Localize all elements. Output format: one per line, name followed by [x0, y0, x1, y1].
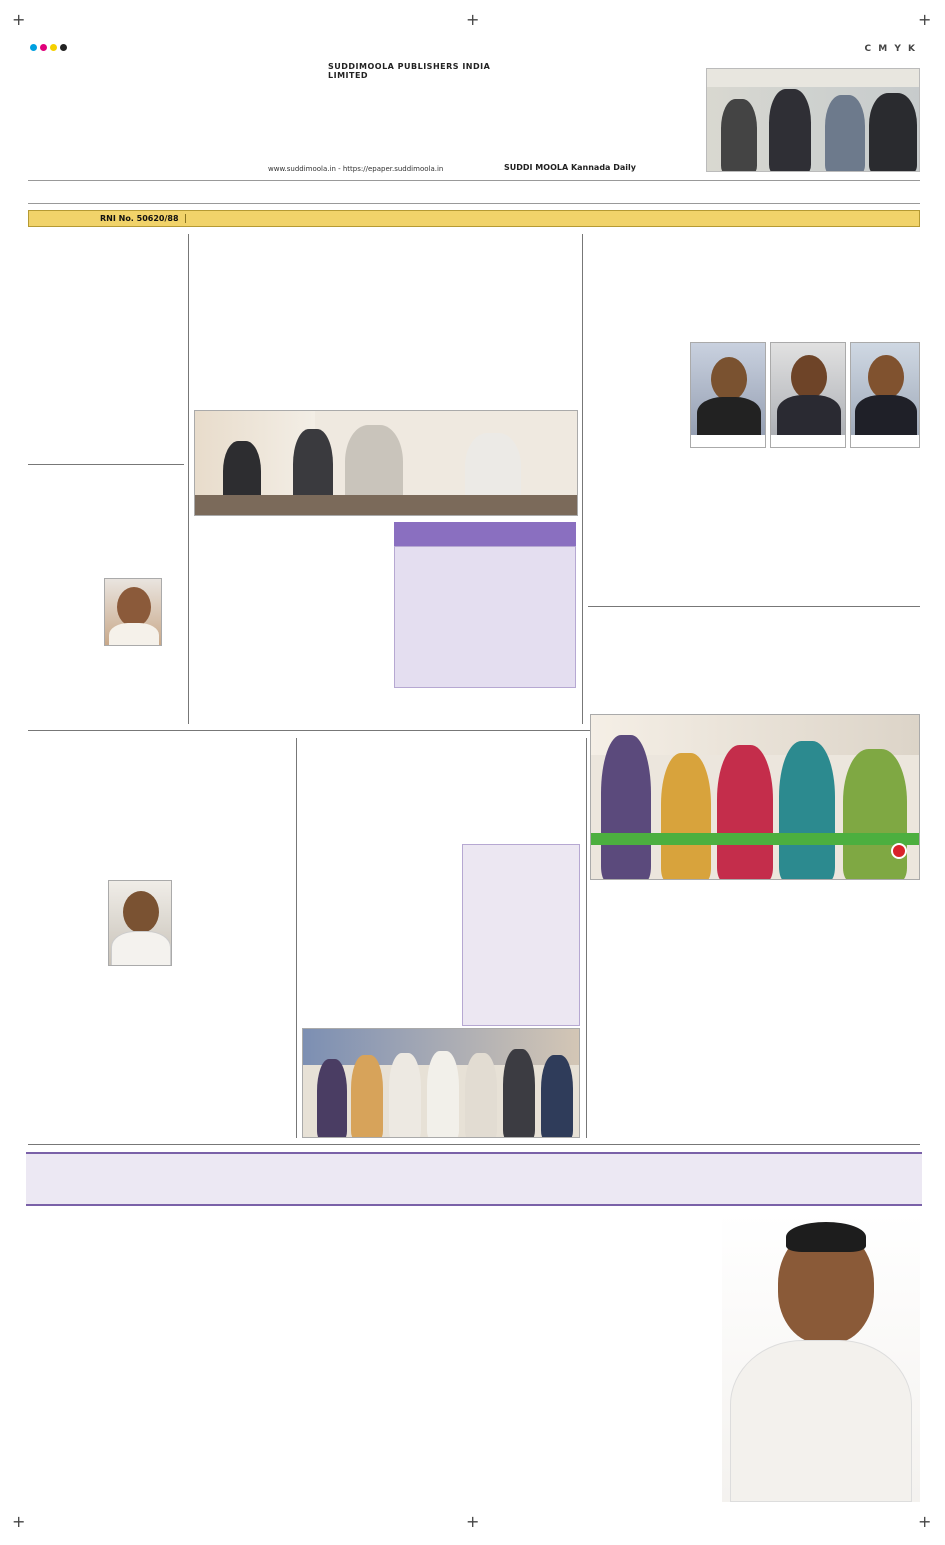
info-bar	[28, 210, 920, 227]
story-left-1	[28, 236, 184, 460]
story-bottom-body	[28, 1212, 778, 1502]
main-box-title-bar	[394, 522, 576, 546]
crop-mark: +	[12, 10, 26, 29]
top-photo	[706, 68, 920, 172]
right-1-portrait-label-2	[771, 435, 845, 447]
masthead-urls: www.suddimoola.in - https://epaper.suddimoola.in	[268, 165, 444, 173]
story-left-1-body	[28, 240, 184, 374]
right-1-portrait-label-3	[851, 435, 919, 447]
masthead	[36, 62, 501, 174]
crop-mark: +	[918, 10, 932, 29]
crop-mark: +	[466, 10, 480, 29]
story-right-1-body	[590, 336, 686, 600]
right-1-portrait-1	[690, 342, 766, 448]
bottom-banner	[26, 1152, 922, 1206]
crop-mark: +	[918, 1512, 932, 1531]
editions-line	[28, 180, 920, 204]
story-mid-center-body	[302, 844, 458, 1024]
right-2-photo	[590, 714, 920, 880]
story-main-body	[194, 520, 390, 718]
rni: RNI No. 50620/88	[94, 214, 186, 223]
mid-left-portrait	[108, 880, 172, 966]
cmyk-mark: C M Y K	[864, 44, 917, 54]
left-2-portrait	[104, 578, 162, 646]
english-name: SUDDI MOOLA Kannada Daily	[504, 163, 636, 172]
story-right-2	[590, 610, 920, 720]
right-1-portrait-3	[850, 342, 920, 448]
bottom-portrait	[722, 1212, 920, 1502]
publisher-name: SUDDIMOOLA PUBLISHERS INDIA LIMITED	[328, 62, 491, 80]
mid-center-quote-box	[462, 844, 580, 1026]
mid-center-quote	[463, 845, 579, 1025]
right-1-portrait-2	[770, 342, 846, 448]
registration-dots	[30, 44, 67, 51]
right-1-portrait-label-1	[691, 435, 765, 447]
main-photo	[194, 410, 578, 516]
crop-mark: +	[466, 1512, 480, 1531]
story-right-2-body	[590, 884, 920, 1138]
crop-mark: +	[12, 1512, 26, 1531]
main-box	[394, 546, 576, 688]
main-box-body	[395, 547, 575, 687]
mid-center-photo	[302, 1028, 580, 1138]
